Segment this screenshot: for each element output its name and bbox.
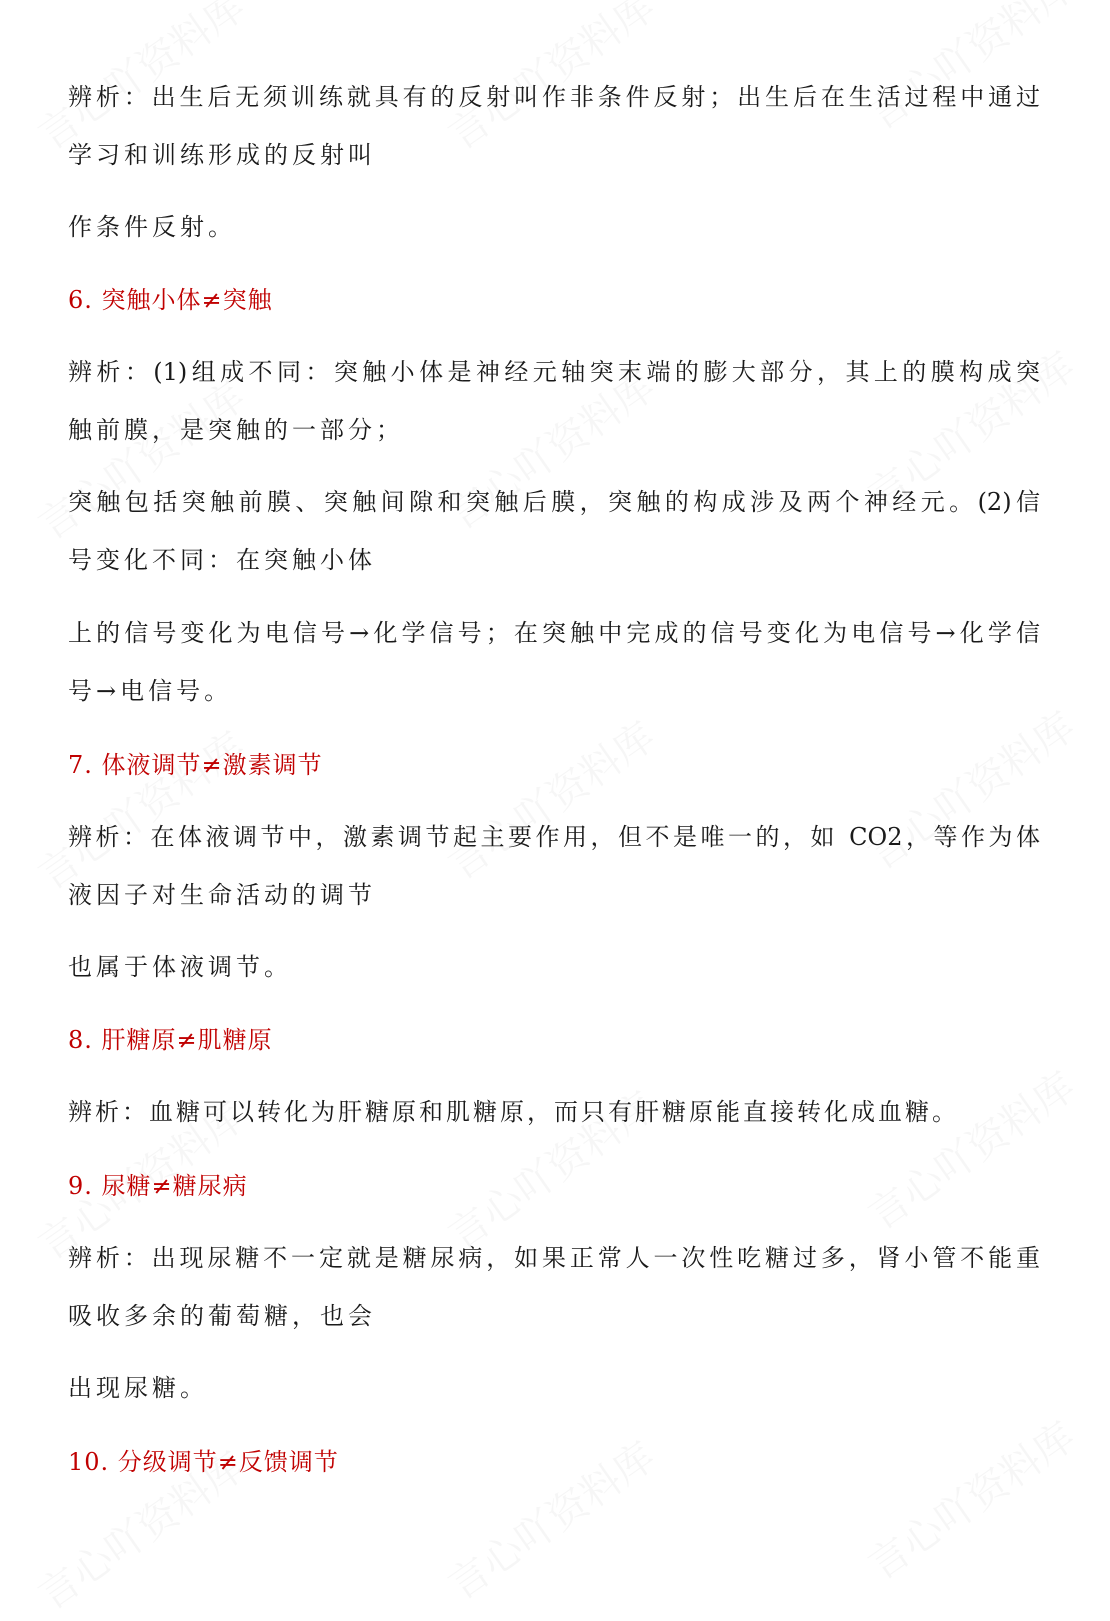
paragraph-line: 液因子对生命活动的调节 bbox=[68, 881, 376, 909]
watermark bbox=[25, 366, 254, 550]
watermark bbox=[435, 706, 664, 890]
paragraph-line: 突触包括突触前膜、突触间隙和突触后膜，突触的构成涉及两个神经元。(2)信 bbox=[68, 488, 1040, 516]
paragraph-line: 出现尿糖。 bbox=[68, 1374, 208, 1402]
paragraph-line: 学习和训练形成的反射叫 bbox=[68, 141, 376, 169]
paragraph-line: 吸收多余的葡萄糖，也会 bbox=[68, 1302, 376, 1330]
watermark bbox=[855, 1056, 1084, 1240]
paragraph-line: 号→电信号。 bbox=[68, 677, 233, 705]
paragraph-line: 辨析：在体液调节中，激素调节起主要作用，但不是唯一的，如 CO2，等作为体 bbox=[68, 823, 1040, 851]
section-heading: 7. 体液调节≠激素调节 bbox=[68, 751, 323, 779]
section-heading: 9. 尿糖≠糖尿病 bbox=[68, 1172, 248, 1200]
paragraph-line: 辨析：(1)组成不同：突触小体是神经元轴突末端的膨大部分，其上的膜构成突 bbox=[68, 358, 1040, 386]
section-heading: 6. 突触小体≠突触 bbox=[68, 286, 273, 314]
watermark bbox=[855, 1406, 1084, 1590]
paragraph-line: 辨析：血糖可以转化为肝糖原和肌糖原，而只有肝糖原能直接转化成血糖。 bbox=[68, 1098, 959, 1126]
section-heading: 8. 肝糖原≠肌糖原 bbox=[68, 1026, 273, 1054]
section-heading: 10. 分级调节≠反馈调节 bbox=[68, 1448, 339, 1476]
watermark bbox=[855, 0, 1084, 141]
watermark bbox=[25, 716, 254, 900]
paragraph-line: 上的信号变化为电信号→化学信号；在突触中完成的信号变化为电信号→化学信 bbox=[68, 619, 1040, 647]
paragraph-line: 辨析：出生后无须训练就具有的反射叫作非条件反射；出生后在生活过程中通过 bbox=[68, 83, 1040, 111]
paragraph-line: 也属于体液调节。 bbox=[68, 953, 292, 981]
paragraph-line: 触前膜，是突触的一部分； bbox=[68, 416, 404, 444]
paragraph-line: 辨析：出现尿糖不一定就是糖尿病，如果正常人一次性吃糖过多，肾小管不能重 bbox=[68, 1244, 1040, 1272]
paragraph-line: 作条件反射。 bbox=[68, 213, 236, 241]
paragraph-line: 号变化不同：在突触小体 bbox=[68, 546, 376, 574]
